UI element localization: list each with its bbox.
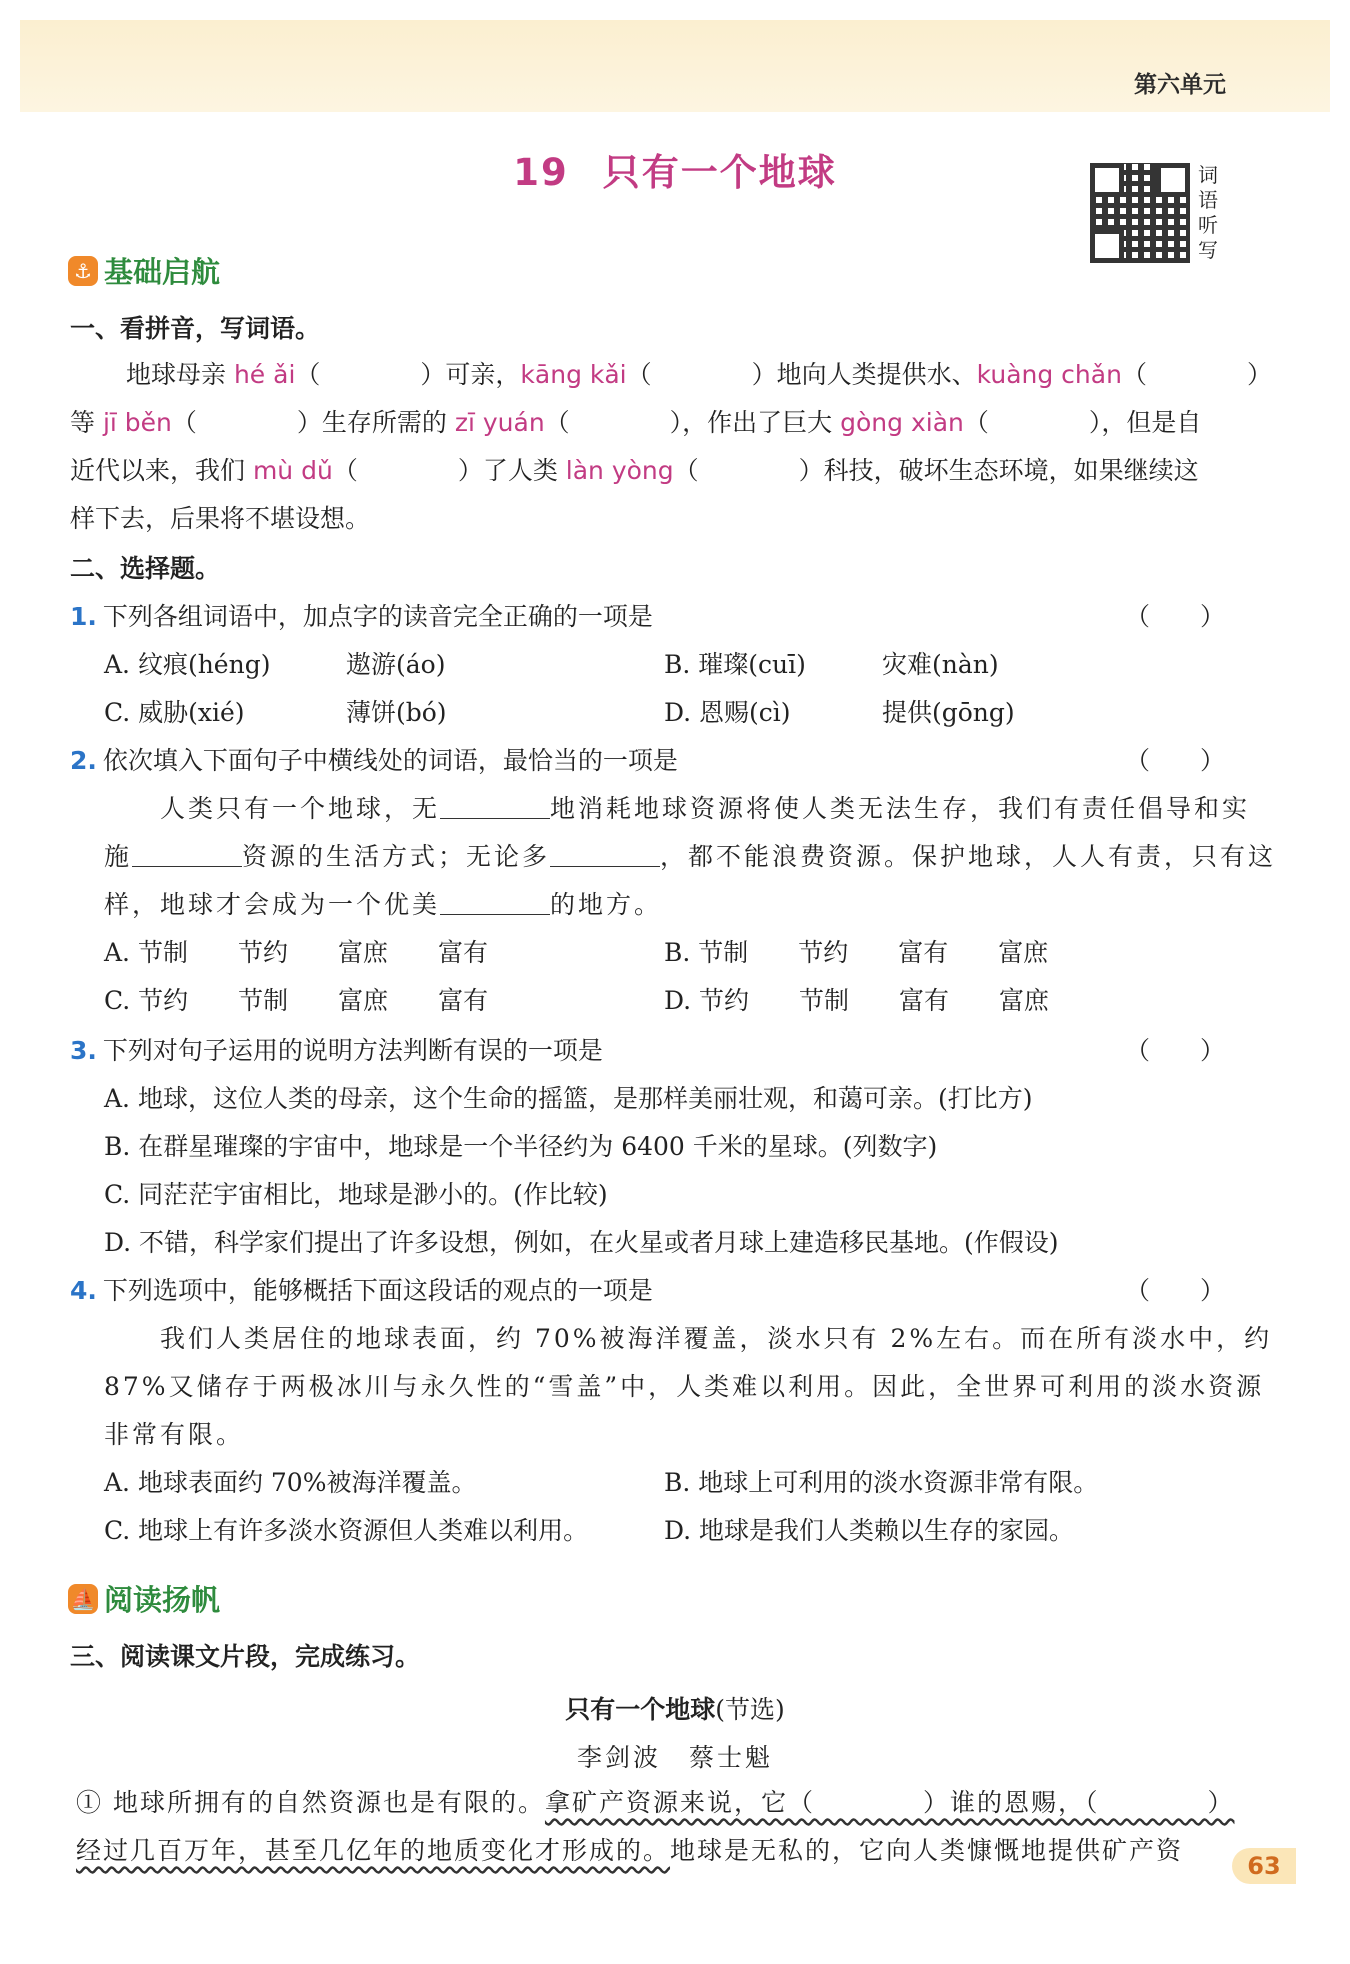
lesson-number: 19 bbox=[513, 151, 569, 194]
pinyin-line-2: 等 jī běn（ ）生存所需的 zī yuán（ ），作出了巨大 gòng xiàn（ ），但是自 bbox=[70, 408, 1202, 437]
q4-passage-1: 我们人类居住的地球表面，约 70%被海洋覆盖，淡水只有 2%左右。而在所有淡水中，约 bbox=[160, 1324, 1273, 1353]
q3-option-d: D. 不错，科学家们提出了许多设想，例如，在火星或者月球上建造移民基地。(作假设) bbox=[104, 1228, 1059, 1257]
q3-stem: 3. 下列对句子运用的说明方法判断有误的一项是 （ ） bbox=[70, 1036, 1225, 1065]
q1-options-cd: C. 威胁(xié) 薄饼(bó) D. 恩赐(cì) 提供(gōng) bbox=[104, 698, 1015, 727]
pinyin-line-3: 近代以来，我们 mù dǔ（ ）了人类 làn yòng（ ）科技，破坏生态环境，如果继续这 bbox=[70, 456, 1199, 485]
q4-options-ab: A. 地球表面约 70%被海洋覆盖。 B. 地球上可利用的淡水资源非常有限。 bbox=[104, 1468, 1099, 1497]
page-number: 63 bbox=[1232, 1848, 1296, 1884]
part1-heading: 一、看拼音，写词语。 bbox=[70, 314, 321, 343]
section-basic-title: 基础启航 bbox=[104, 255, 221, 289]
qr-label: 词语听写 bbox=[1198, 163, 1218, 262]
q2-stem: 2. 依次填入下面句子中横线处的词语，最恰当的一项是 （ ） bbox=[70, 746, 1225, 775]
q3-option-c: C. 同茫茫宇宙相比，地球是渺小的。(作比较) bbox=[104, 1180, 608, 1209]
q4-options-cd: C. 地球上有许多淡水资源但人类难以利用。 D. 地球是我们人类赖以生存的家园。 bbox=[104, 1516, 1075, 1545]
sail-icon: ⛵ bbox=[68, 1584, 98, 1614]
pinyin-line-4: 样下去，后果将不堪设想。 bbox=[70, 504, 371, 533]
q3-option-a: A. 地球，这位人类的母亲，这个生命的摇篮，是那样美丽壮观，和蔼可亲。(打比方) bbox=[104, 1084, 1033, 1113]
q4-passage-2: 87%又储存于两极冰川与永久性的“雪盖”中，人类难以利用。因此，全世界可利用的淡水资源 bbox=[104, 1372, 1265, 1401]
q2-options-ab: A. 节制 节约 富庶 富有 B. 节制 节约 富有 富庶 bbox=[104, 938, 1049, 967]
qr-code-icon[interactable] bbox=[1090, 163, 1190, 263]
blank-2 bbox=[132, 842, 242, 867]
passage-line-1: ① 地球所拥有的自然资源也是有限的。拿矿产资源来说，它（ ）谁的恩赐，（ ） bbox=[76, 1788, 1235, 1817]
q3-option-b: B. 在群星璀璨的宇宙中，地球是一个半径约为 6400 千米的星球。(列数字) bbox=[104, 1132, 938, 1161]
blank-1 bbox=[440, 794, 550, 819]
section-reading bbox=[68, 1578, 220, 1619]
blank-3 bbox=[550, 842, 660, 867]
q2-passage-3: 样，地球才会成为一个优美 的地方。 bbox=[104, 890, 663, 919]
section-basic bbox=[68, 250, 220, 291]
part3-heading: 三、阅读课文片段，完成练习。 bbox=[70, 1642, 421, 1671]
unit-label: 第六单元 bbox=[1134, 72, 1226, 98]
passage-title: 只有一个地球(节选) bbox=[565, 1695, 785, 1724]
q2-passage-1: 人类只有一个地球，无 地消耗地球资源将使人类无法生存，我们有责任倡导和实 bbox=[160, 794, 1251, 823]
q4-stem: 4. 下列选项中，能够概括下面这段话的观点的一项是 （ ） bbox=[70, 1276, 1225, 1305]
passage-authors: 李剑波 蔡士魁 bbox=[576, 1743, 773, 1772]
anchor-icon: ⚓ bbox=[68, 256, 98, 286]
q2-options-cd: C. 节约 节制 富庶 富有 D. 节约 节制 富有 富庶 bbox=[104, 986, 1050, 1015]
section-reading-title: 阅读扬帆 bbox=[104, 1583, 221, 1617]
q4-passage-3: 非常有限。 bbox=[104, 1420, 245, 1449]
q2-passage-2: 施 资源的生活方式；无论多 ，都不能浪费资源。保护地球，人人有责，只有这 bbox=[104, 842, 1277, 871]
pinyin-line-1: 地球母亲 hé ǎi（ ）可亲，kāng kǎi（ ）地向人类提供水、kuàng chǎn（ ） bbox=[126, 360, 1272, 389]
q1-options-ab: A. 纹痕(héng) 遨游(áo) B. 璀璨(cuī) 灾难(nàn) bbox=[104, 650, 999, 679]
lesson-name: 只有一个地球 bbox=[602, 151, 837, 194]
part2-heading: 二、选择题。 bbox=[70, 554, 221, 583]
blank-4 bbox=[440, 890, 550, 915]
passage-line-2: 经过几百万年，甚至几亿年的地质变化才形成的。地球是无私的，它向人类慷慨地提供矿产资 bbox=[76, 1836, 1184, 1865]
q1-stem: 1. 下列各组词语中，加点字的读音完全正确的一项是 （ ） bbox=[70, 602, 1225, 631]
